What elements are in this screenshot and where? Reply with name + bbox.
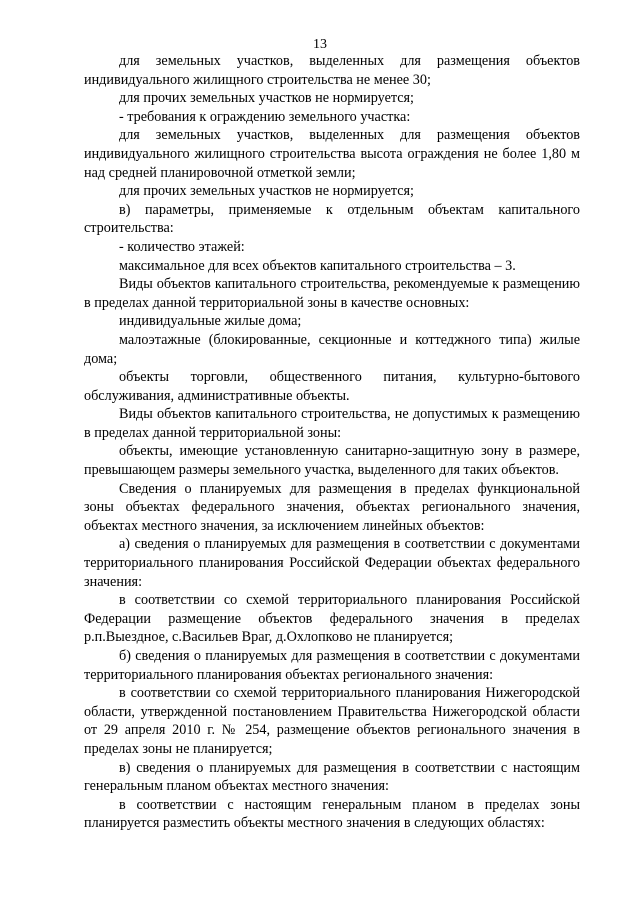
paragraph: Виды объектов капитального строительства, не допустимых к размещению в пределах данной территориальной зоны: bbox=[84, 406, 580, 441]
paragraph: в) сведения о планируемых для размещения в соответствии с настоящим генеральным планом объектах местного значения: bbox=[84, 759, 580, 795]
paragraph: в соответствии с настоящим генеральным планом в пределах зоны планируется разместить объекты местного значения в следующих областях: bbox=[84, 796, 580, 832]
paragraph: индивидуальные жилые дома; bbox=[119, 313, 302, 330]
paragraph: малоэтажные (блокированные, секционные и коттеджного типа) жилые дома; bbox=[84, 331, 580, 367]
paragraph: объекты, имеющие установленную санитарно-защитную зону в размере, превышающем размеры земельного участка, выделенного для таких объектов. bbox=[84, 443, 580, 479]
paragraph: Виды объектов капитального строительства, рекомендуемые к размещению в пределах данной территориальной зоны в качестве основных: bbox=[84, 276, 580, 311]
paragraph: объекты торговли, общественного питания, культурно-бытового обслуживания, административные объекты. bbox=[84, 369, 580, 404]
paragraph: для земельных участков, выделенных для размещения объектов индивидуального жилищного строительства не менее 30; bbox=[84, 53, 580, 88]
paragraph: для прочих земельных участков не нормируется; bbox=[119, 183, 414, 200]
document-body bbox=[84, 52, 580, 833]
paragraph: Сведения о планируемых для размещения в пределах функциональной зоны объектах федерального значения, объектах регионального значения, объектах местного значения, за исключением линейных объектов: bbox=[84, 480, 580, 534]
paragraph: в) параметры, применяемые к отдельным объектам капитального строительства: bbox=[84, 201, 580, 237]
paragraph: - требования к ограждению земельного участка: bbox=[119, 108, 411, 125]
paragraph: а) сведения о планируемых для размещения в соответствии с документами территориального планирования Российской Федерации объектах федерального значения: bbox=[84, 536, 580, 590]
paragraph: б) сведения о планируемых для размещения в соответствии с документами территориального планирования объектах регионального значения: bbox=[84, 648, 580, 683]
paragraph: для земельных участков, выделенных для размещения объектов индивидуального жилищного строительства высота ограждения не более 1,80 м над средней планировочной отметкой земли; bbox=[84, 127, 580, 181]
page-number: 13 bbox=[313, 37, 327, 52]
paragraph: максимальное для всех объектов капитального строительства – 3. bbox=[119, 257, 516, 274]
paragraph: в соответствии со схемой территориального планирования Нижегородской области, утвержденной постановлением Правительства Нижегородской области от 29 апреля 2010 г. № 254, размещение объектов регионального значения в пределах зоны не планируется; bbox=[84, 685, 580, 757]
paragraph: в соответствии со схемой территориального планирования Российской Федерации размещение объектов федерального значения в пределах р.п.Выездное, с.Васильев Враг, д.Охлопково не планируется; bbox=[84, 592, 580, 646]
paragraph: для прочих земельных участков не нормируется; bbox=[119, 90, 414, 107]
paragraph: - количество этажей: bbox=[119, 238, 245, 255]
